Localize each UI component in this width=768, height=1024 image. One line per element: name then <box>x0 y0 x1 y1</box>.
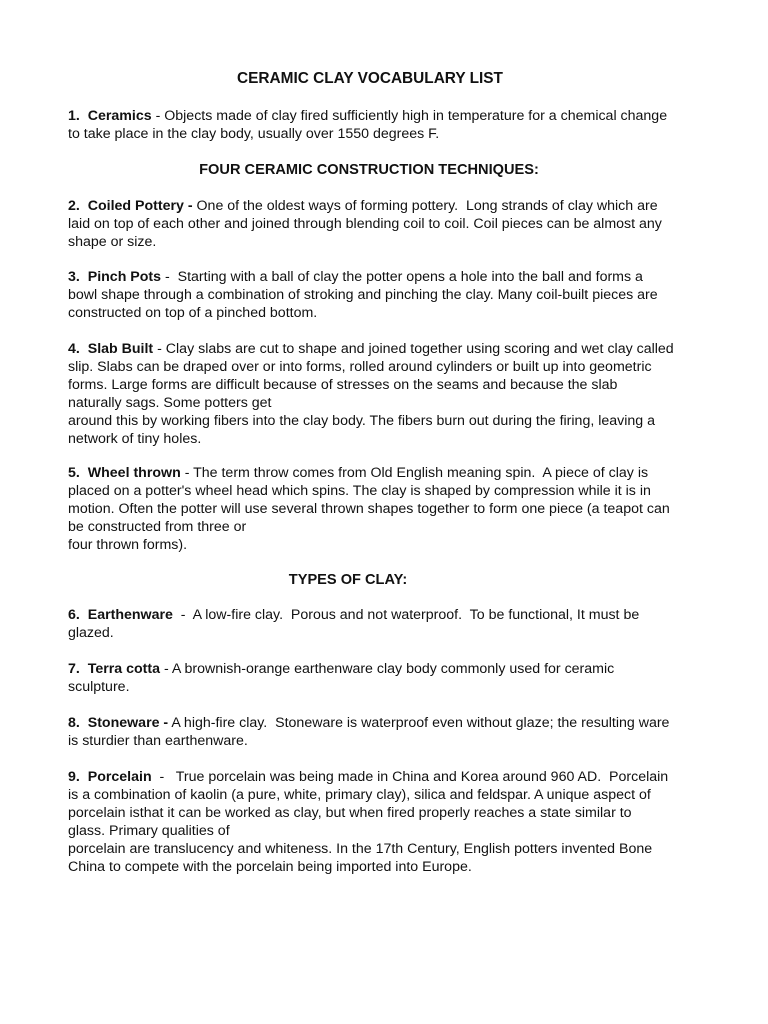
vocab-entry-earthenware <box>68 606 718 642</box>
entry-line: laid on top of each other and joined through blending coil to coil. Coil pieces can be almost any <box>68 216 662 232</box>
entry-term: Coiled Pottery - <box>87 198 193 214</box>
entry-line: naturally sags. Some potters get <box>68 395 272 411</box>
entry-text: - A low-fire clay. Porous and not waterproof. To be functional, It must be <box>172 607 640 623</box>
entry-line: be constructed from three or <box>68 519 247 535</box>
entry-line <box>68 340 718 358</box>
entry-number: 3. <box>68 269 80 285</box>
entry-text: - Objects made of clay fired sufficiently high in temperature for a chemical change <box>151 108 668 124</box>
vocab-entry-stoneware <box>68 714 718 750</box>
entry-line <box>68 714 718 732</box>
vocab-entry-wheel-thrown <box>68 464 718 554</box>
entry-text: - The term throw comes from Old English meaning spin. A piece of clay is <box>180 465 649 481</box>
entry-line: motion. Often the potter will use several thrown shapes together to form one piece (a teapot can <box>68 501 670 517</box>
entry-text: - True porcelain was being made in China and Korea around 960 AD. Porcelain <box>151 769 669 785</box>
entry-number: 9. <box>68 769 80 785</box>
entry-line: bowl shape through a combination of stroking and pinching the clay. Many coil-built pieces are <box>68 287 658 303</box>
vocab-entry-terra-cotta <box>68 660 718 696</box>
entry-line <box>68 268 718 286</box>
vocab-entry-pinch-pots <box>68 268 718 322</box>
entry-line <box>68 107 718 125</box>
entry-line: to take place in the clay body, usually over 1550 degrees F. <box>68 126 440 142</box>
entry-line: porcelain are translucency and whiteness. In the 17th Century, English potters invented Bone <box>68 841 653 857</box>
entry-term: Pinch Pots <box>87 269 162 285</box>
entry-line <box>68 606 718 624</box>
entry-term: Ceramics <box>87 108 152 124</box>
document-title: CERAMIC CLAY VOCABULARY LIST <box>237 70 503 87</box>
entry-number: 4. <box>68 341 80 357</box>
entry-number: 8. <box>68 715 80 731</box>
entry-line: around this by working fibers into the clay body. The fibers burn out during the firing, leaving a <box>68 413 656 429</box>
entry-line: placed on a potter's wheel head which spins. The clay is shaped by compression while it is in <box>68 483 651 499</box>
vocab-entry-slab-built <box>68 340 718 448</box>
section-heading-construction: FOUR CERAMIC CONSTRUCTION TECHNIQUES: <box>199 162 539 178</box>
entry-line: constructed on top of a pinched bottom. <box>68 305 318 321</box>
entry-term: Wheel thrown <box>87 465 181 481</box>
entry-line <box>68 464 718 482</box>
entry-line <box>68 197 718 215</box>
entry-line <box>68 768 718 786</box>
entry-term: Slab Built <box>87 341 154 357</box>
entry-number: 6. <box>68 607 80 623</box>
section-heading-types: TYPES OF CLAY: <box>288 572 408 588</box>
vocab-entry-porcelain <box>68 768 718 876</box>
entry-number: 1. <box>68 108 80 124</box>
entry-line: forms. Large forms are difficult because of stresses on the seams and because the slab <box>68 377 618 393</box>
entry-line: glass. Primary qualities of <box>68 823 230 839</box>
entry-number: 2. <box>68 198 80 214</box>
entry-line: shape or size. <box>68 234 157 250</box>
entry-line: is a combination of kaolin (a pure, white, primary clay), silica and feldspar. A unique aspect of <box>68 787 651 803</box>
entry-line <box>68 660 718 678</box>
entry-text: - A brownish-orange earthenware clay body commonly used for ceramic <box>160 661 615 677</box>
entry-term: Terra cotta <box>87 661 161 677</box>
entry-number: 5. <box>68 465 80 481</box>
entry-text: - Clay slabs are cut to shape and joined together using scoring and wet clay called <box>153 341 674 357</box>
entry-line: four thrown forms). <box>68 537 188 553</box>
entry-term: Earthenware <box>87 607 173 623</box>
entry-line: network of tiny holes. <box>68 431 202 447</box>
entry-number: 7. <box>68 661 80 677</box>
entry-line: sculpture. <box>68 679 130 695</box>
entry-text: A high-fire clay. Stoneware is waterproof even without glaze; the resulting ware <box>168 715 670 731</box>
entry-text: - Starting with a ball of clay the potter opens a hole into the ball and forms a <box>161 269 643 285</box>
entry-text: One of the oldest ways of forming pottery. Long strands of clay which are <box>192 198 658 214</box>
vocab-entry-coiled-pottery <box>68 197 718 251</box>
entry-term: Stoneware - <box>87 715 169 731</box>
entry-line: China to compete with the porcelain being imported into Europe. <box>68 859 472 875</box>
entry-line: glazed. <box>68 625 114 641</box>
entry-line: slip. Slabs can be draped over or into forms, rolled around cylinders or built up into geometric <box>68 359 652 375</box>
entry-term: Porcelain <box>87 769 152 785</box>
entry-line: is sturdier than earthenware. <box>68 733 248 749</box>
vocab-entry-ceramics <box>68 107 718 143</box>
entry-line: porcelain isthat it can be worked as clay, but when fired properly reaches a state similar to <box>68 805 632 821</box>
